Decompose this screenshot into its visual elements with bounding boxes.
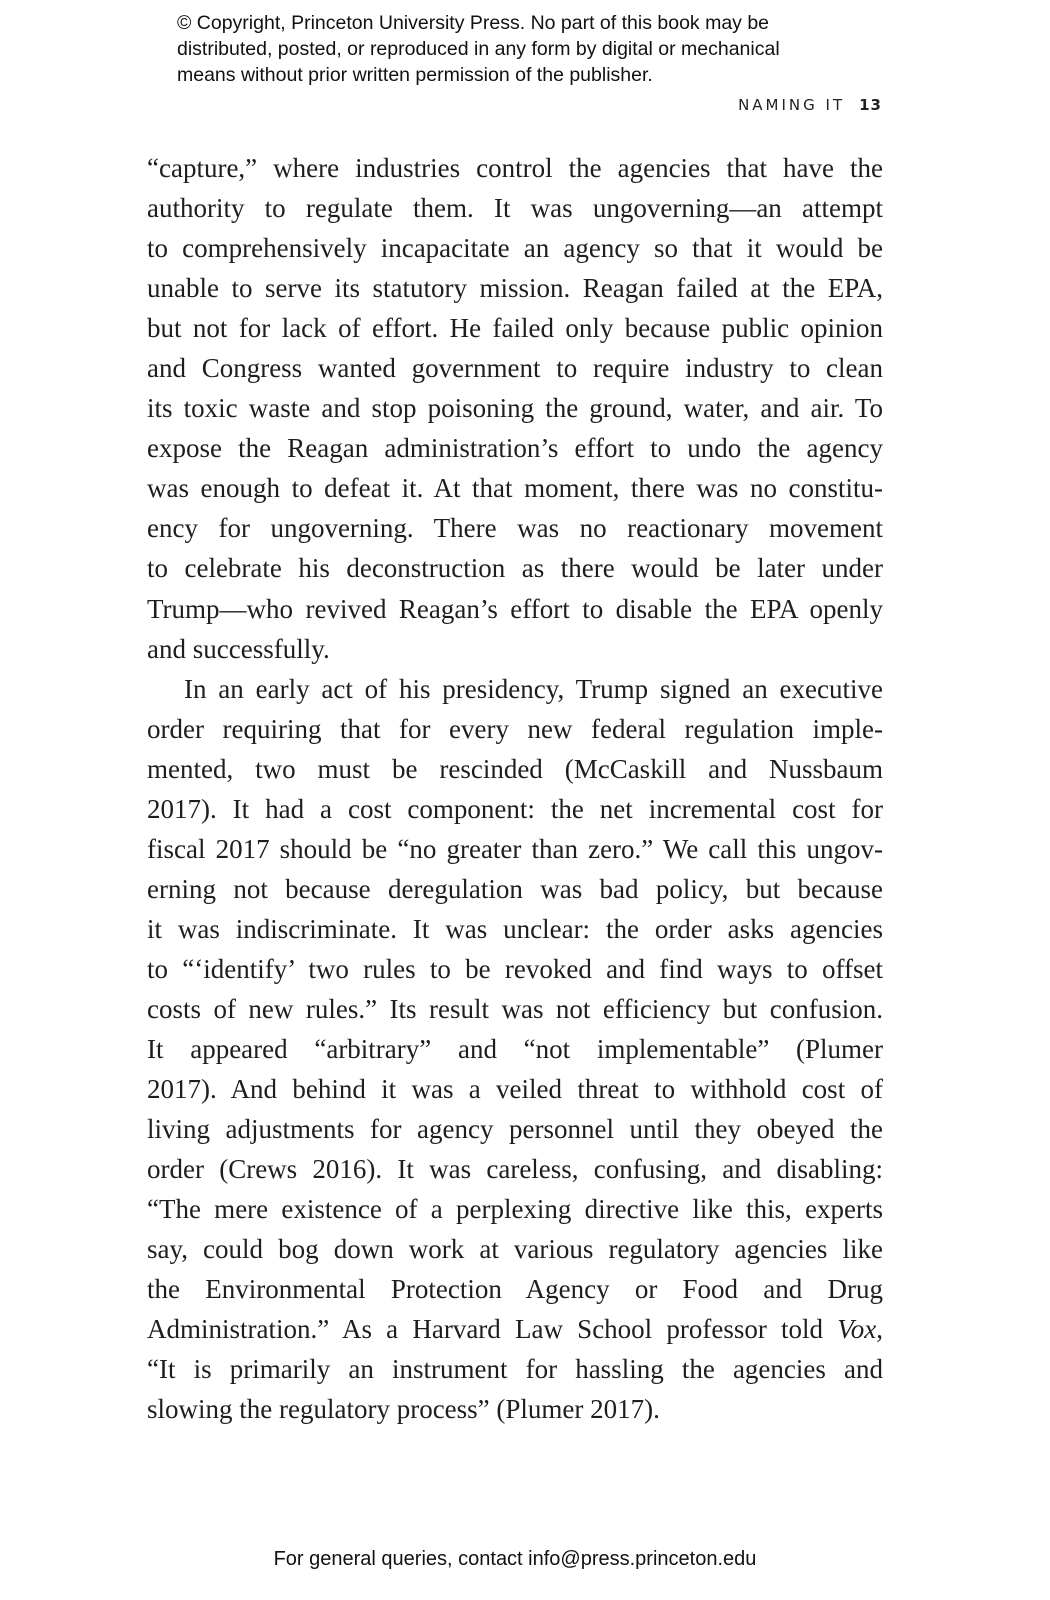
text-line: fiscal 2017 should be “no greater than zero.” We call this ungov- <box>147 833 883 864</box>
text-line: order (Crews 2016). It was careless, confusing, and disabling: <box>147 1154 883 1185</box>
text-line: the Environmental Protection Agency or Food and Drug <box>147 1274 883 1305</box>
italic-title: Vox <box>837 1314 877 1345</box>
text-line: costs of new rules.” Its result was not efficiency but confusion. <box>147 993 883 1024</box>
text-line: “It is primarily an instrument for hassling the agencies and <box>147 1354 883 1385</box>
paragraph <box>147 148 883 669</box>
text-line: 2017). It had a cost component: the net incremental cost for <box>147 793 883 824</box>
footer-contact: For general queries, contact info@press.princeton.edu <box>273 1548 757 1570</box>
page-number: 13 <box>859 96 882 114</box>
text-line: “capture,” where industries control the agencies that have the <box>147 153 883 183</box>
text-line: unable to serve its statutory mission. Reagan failed at the EPA, <box>147 273 883 304</box>
text-line: slowing the regulatory process” (Plumer 2017). <box>147 1394 660 1425</box>
text-line: “The mere existence of a perplexing directive like this, experts <box>147 1194 883 1225</box>
text-line: authority to regulate them. It was ungoverning—an attempt <box>147 193 883 224</box>
text-line: to “‘identify’ two rules to be revoked and find ways to offset <box>147 953 883 984</box>
copyright-line: © Copyright, Princeton University Press. No part of this book may be <box>177 12 770 34</box>
chapter-title: NAMING IT <box>738 96 846 114</box>
body-text <box>147 148 883 1430</box>
text-line: living adjustments for agency personnel until they obeyed the <box>147 1114 883 1145</box>
text-line: expose the Reagan administration’s effort to undo the agency <box>147 433 883 464</box>
text-line: but not for lack of effort. He failed only because public opinion <box>147 313 883 344</box>
text-line: It appeared “arbitrary” and “not implementable” (Plumer <box>147 1034 883 1065</box>
copyright-notice <box>177 10 897 88</box>
text-line: and successfully. <box>147 633 330 664</box>
text-line: Trump—who revived Reagan’s effort to disable the EPA openly <box>147 593 883 624</box>
text-line: to comprehensively incapacitate an agency so that it would be <box>147 233 883 264</box>
text-line: mented, two must be rescinded (McCaskill and Nussbaum <box>147 753 883 784</box>
text-line: was enough to defeat it. At that moment, there was no constitu- <box>147 473 883 504</box>
text-line: 2017). And behind it was a veiled threat to withhold cost of <box>147 1074 883 1105</box>
running-head <box>738 96 882 114</box>
text-line: erning not because deregulation was bad policy, but because <box>147 873 883 904</box>
paragraph <box>147 669 883 1430</box>
text-line: it was indiscriminate. It was unclear: the order asks agencies <box>147 913 883 944</box>
text-line: and Congress wanted government to require industry to clean <box>147 353 883 384</box>
copyright-line: means without prior written permission of the publisher. <box>177 64 653 86</box>
text-line: its toxic waste and stop poisoning the ground, water, and air. To <box>147 393 883 424</box>
text-line: to celebrate his deconstruction as there would be later under <box>147 553 883 584</box>
text-line: In an early act of his presidency, Trump signed an executive <box>184 673 883 704</box>
copyright-line: distributed, posted, or reproduced in any form by digital or mechanical <box>177 38 780 60</box>
text-line: order requiring that for every new federal regulation imple- <box>147 713 883 744</box>
text-line: say, could bog down work at various regulatory agencies like <box>147 1234 883 1265</box>
text-line: Administration.” As a Harvard Law School professor told Vox, <box>147 1314 883 1345</box>
text-line: ency for ungoverning. There was no reactionary movement <box>147 513 883 544</box>
